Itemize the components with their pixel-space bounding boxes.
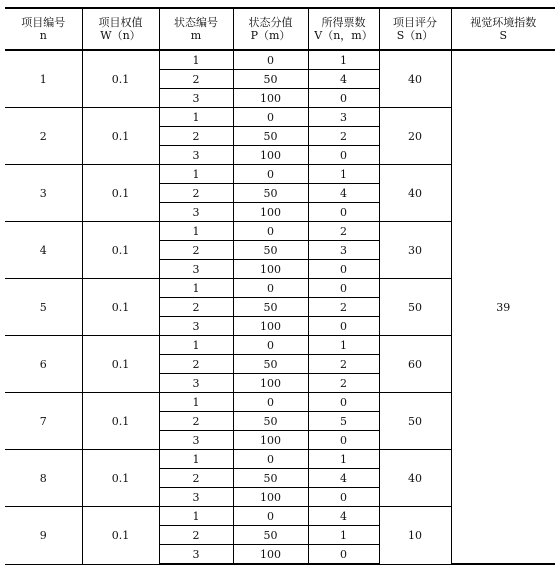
state-number-cell: 3 (159, 374, 233, 393)
state-score-cell: 100 (233, 545, 308, 565)
votes-cell: 3 (308, 108, 379, 127)
state-number-cell: 1 (159, 393, 233, 412)
votes-cell: 4 (308, 70, 379, 89)
table-row (5, 50, 555, 70)
state-score-cell: 100 (233, 260, 308, 279)
header-row (5, 8, 555, 50)
votes-cell: 0 (308, 431, 379, 450)
state-score-cell: 100 (233, 203, 308, 222)
votes-cell: 2 (308, 298, 379, 317)
state-score-cell: 0 (233, 279, 308, 298)
state-number-cell: 2 (159, 241, 233, 260)
state-number-cell: 2 (159, 184, 233, 203)
state-number-cell: 2 (159, 526, 233, 545)
state-score-cell: 100 (233, 488, 308, 507)
project-rating-cell: 50 (379, 279, 451, 336)
state-score-cell: 0 (233, 222, 308, 241)
votes-cell: 0 (308, 89, 379, 108)
votes-cell: 0 (308, 545, 379, 565)
project-rating-cell: 60 (379, 336, 451, 393)
state-score-cell: 50 (233, 298, 308, 317)
votes-cell: 4 (308, 184, 379, 203)
state-score-cell: 0 (233, 336, 308, 355)
state-number-cell: 1 (159, 279, 233, 298)
votes-cell: 1 (308, 450, 379, 469)
votes-cell: 1 (308, 50, 379, 70)
project-number-cell: 5 (5, 279, 82, 336)
votes-cell: 5 (308, 412, 379, 431)
header-votes: 所得票数 V（n，m） (308, 8, 379, 50)
state-number-cell: 2 (159, 70, 233, 89)
state-number-cell: 2 (159, 298, 233, 317)
project-rating-cell: 30 (379, 222, 451, 279)
state-score-cell: 0 (233, 507, 308, 526)
state-number-cell: 1 (159, 108, 233, 127)
project-rating-cell: 40 (379, 50, 451, 108)
project-number-cell: 4 (5, 222, 82, 279)
votes-cell: 0 (308, 279, 379, 298)
project-number-cell: 3 (5, 165, 82, 222)
state-number-cell: 1 (159, 336, 233, 355)
project-rating-cell: 40 (379, 165, 451, 222)
project-weight-cell: 0.1 (82, 108, 159, 165)
state-score-cell: 100 (233, 146, 308, 165)
state-number-cell: 3 (159, 545, 233, 565)
state-number-cell: 3 (159, 431, 233, 450)
project-rating-cell: 10 (379, 507, 451, 565)
state-score-cell: 50 (233, 70, 308, 89)
votes-cell: 4 (308, 507, 379, 526)
header-visual-index: 视觉环境指数 S (451, 8, 555, 50)
project-number-cell: 7 (5, 393, 82, 450)
votes-cell: 0 (308, 488, 379, 507)
project-weight-cell: 0.1 (82, 393, 159, 450)
state-score-cell: 50 (233, 355, 308, 374)
votes-cell: 0 (308, 146, 379, 165)
state-score-cell: 50 (233, 412, 308, 431)
state-score-cell: 0 (233, 450, 308, 469)
votes-cell: 2 (308, 127, 379, 146)
header-state-number: 状态编号 m (159, 8, 233, 50)
state-score-cell: 0 (233, 165, 308, 184)
votes-cell: 2 (308, 222, 379, 241)
visual-index-cell: 39 (451, 50, 555, 564)
state-number-cell: 1 (159, 507, 233, 526)
table-body (5, 50, 555, 564)
state-number-cell: 1 (159, 222, 233, 241)
state-score-cell: 0 (233, 393, 308, 412)
state-score-cell: 100 (233, 89, 308, 108)
votes-cell: 0 (308, 317, 379, 336)
project-weight-cell: 0.1 (82, 450, 159, 507)
project-weight-cell: 0.1 (82, 165, 159, 222)
header-project-rating: 项目评分 S（n） (379, 8, 451, 50)
state-score-cell: 100 (233, 317, 308, 336)
header-state-score: 状态分值 P（m） (233, 8, 308, 50)
state-number-cell: 2 (159, 127, 233, 146)
state-number-cell: 3 (159, 260, 233, 279)
votes-cell: 0 (308, 393, 379, 412)
project-weight-cell: 0.1 (82, 507, 159, 565)
visual-environment-index-table (5, 7, 555, 565)
votes-cell: 2 (308, 374, 379, 393)
state-score-cell: 50 (233, 526, 308, 545)
project-number-cell: 6 (5, 336, 82, 393)
state-score-cell: 50 (233, 184, 308, 203)
project-weight-cell: 0.1 (82, 336, 159, 393)
state-number-cell: 2 (159, 469, 233, 488)
header-project-number: 项目编号 n (5, 8, 82, 50)
state-number-cell: 3 (159, 89, 233, 108)
state-score-cell: 50 (233, 127, 308, 146)
votes-cell: 2 (308, 355, 379, 374)
state-number-cell: 2 (159, 355, 233, 374)
project-weight-cell: 0.1 (82, 222, 159, 279)
project-rating-cell: 20 (379, 108, 451, 165)
votes-cell: 0 (308, 203, 379, 222)
votes-cell: 4 (308, 469, 379, 488)
votes-cell: 3 (308, 241, 379, 260)
state-number-cell: 3 (159, 488, 233, 507)
state-number-cell: 1 (159, 165, 233, 184)
state-number-cell: 1 (159, 50, 233, 70)
votes-cell: 1 (308, 336, 379, 355)
project-rating-cell: 40 (379, 450, 451, 507)
state-number-cell: 1 (159, 450, 233, 469)
votes-cell: 1 (308, 165, 379, 184)
state-score-cell: 100 (233, 374, 308, 393)
project-number-cell: 9 (5, 507, 82, 565)
state-score-cell: 50 (233, 469, 308, 488)
votes-cell: 1 (308, 526, 379, 545)
state-number-cell: 3 (159, 203, 233, 222)
state-number-cell: 3 (159, 317, 233, 336)
project-number-cell: 8 (5, 450, 82, 507)
project-rating-cell: 50 (379, 393, 451, 450)
state-number-cell: 3 (159, 146, 233, 165)
project-number-cell: 1 (5, 50, 82, 108)
state-score-cell: 100 (233, 431, 308, 450)
header-project-weight: 项目权值 W（n） (82, 8, 159, 50)
votes-cell: 0 (308, 260, 379, 279)
state-number-cell: 2 (159, 412, 233, 431)
state-score-cell: 0 (233, 108, 308, 127)
project-weight-cell: 0.1 (82, 279, 159, 336)
state-score-cell: 50 (233, 241, 308, 260)
state-score-cell: 0 (233, 50, 308, 70)
project-weight-cell: 0.1 (82, 50, 159, 108)
project-number-cell: 2 (5, 108, 82, 165)
